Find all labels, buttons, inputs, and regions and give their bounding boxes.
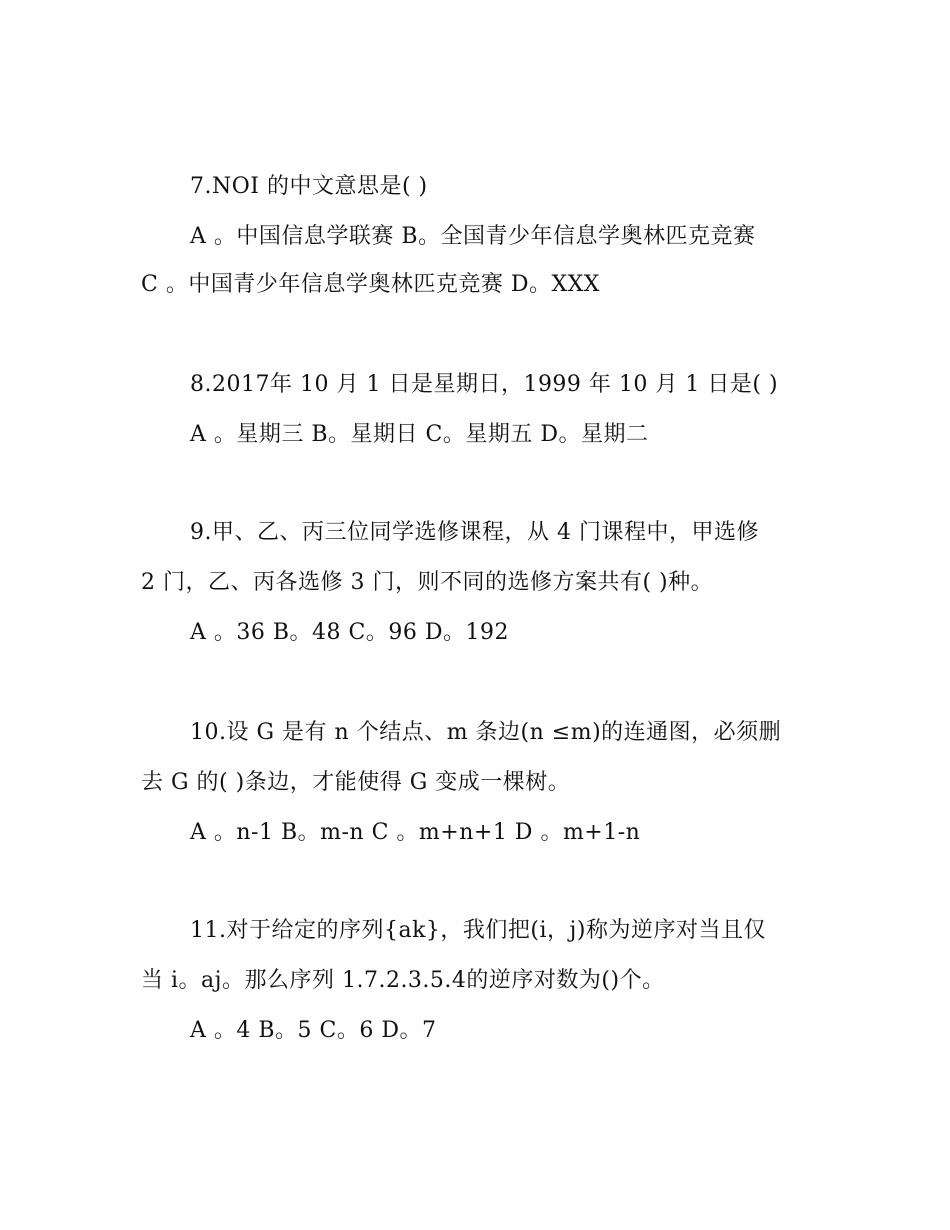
question-11-stem-line-1: 11.对于给定的序列{ak}，我们把(i，j)称为逆序对当且仅 (190, 918, 766, 943)
question-10-stem-line-1: 10.设 G 是有 n 个结点、m 条边(n ≤m)的连通图，必须删 (190, 720, 782, 745)
question-11-options-line-1: A 。4 B。5 C。6 D。7 (190, 1018, 437, 1043)
question-7-stem-line-1: 7.NOI 的中文意思是( ) (190, 174, 428, 199)
question-11-stem-line-2: 当 i。aj。那么序列 1.7.2.3.5.4的逆序对数为()个。 (141, 968, 665, 993)
question-9-stem-line-1: 9.甲、乙、丙三位同学选修课程，从 4 门课程中，甲选修 (190, 520, 759, 545)
question-9-options-line-1: A 。36 B。48 C。96 D。192 (190, 620, 509, 645)
question-7-options-line-2: C 。中国青少年信息学奥林匹克竞赛 D。XXX (141, 272, 600, 297)
question-7-options-line-1: A 。中国信息学联赛 B。全国青少年信息学奥林匹克竞赛 (190, 224, 756, 249)
question-10-options-line-1: A 。n-1 B。m-n C 。m+n+1 D 。m+1-n (190, 820, 641, 845)
question-8-stem-line-1: 8.2017年 10 月 1 日是星期日，1999 年 10 月 1 日是( ) (190, 372, 779, 397)
question-8-options-line-1: A 。星期三 B。星期日 C。星期五 D。星期二 (190, 422, 649, 447)
question-10-stem-line-2: 去 G 的( )条边，才能使得 G 变成一棵树。 (141, 770, 571, 795)
question-9-stem-line-2: 2 门，乙、丙各选修 3 门，则不同的选修方案共有( )种。 (141, 570, 714, 595)
